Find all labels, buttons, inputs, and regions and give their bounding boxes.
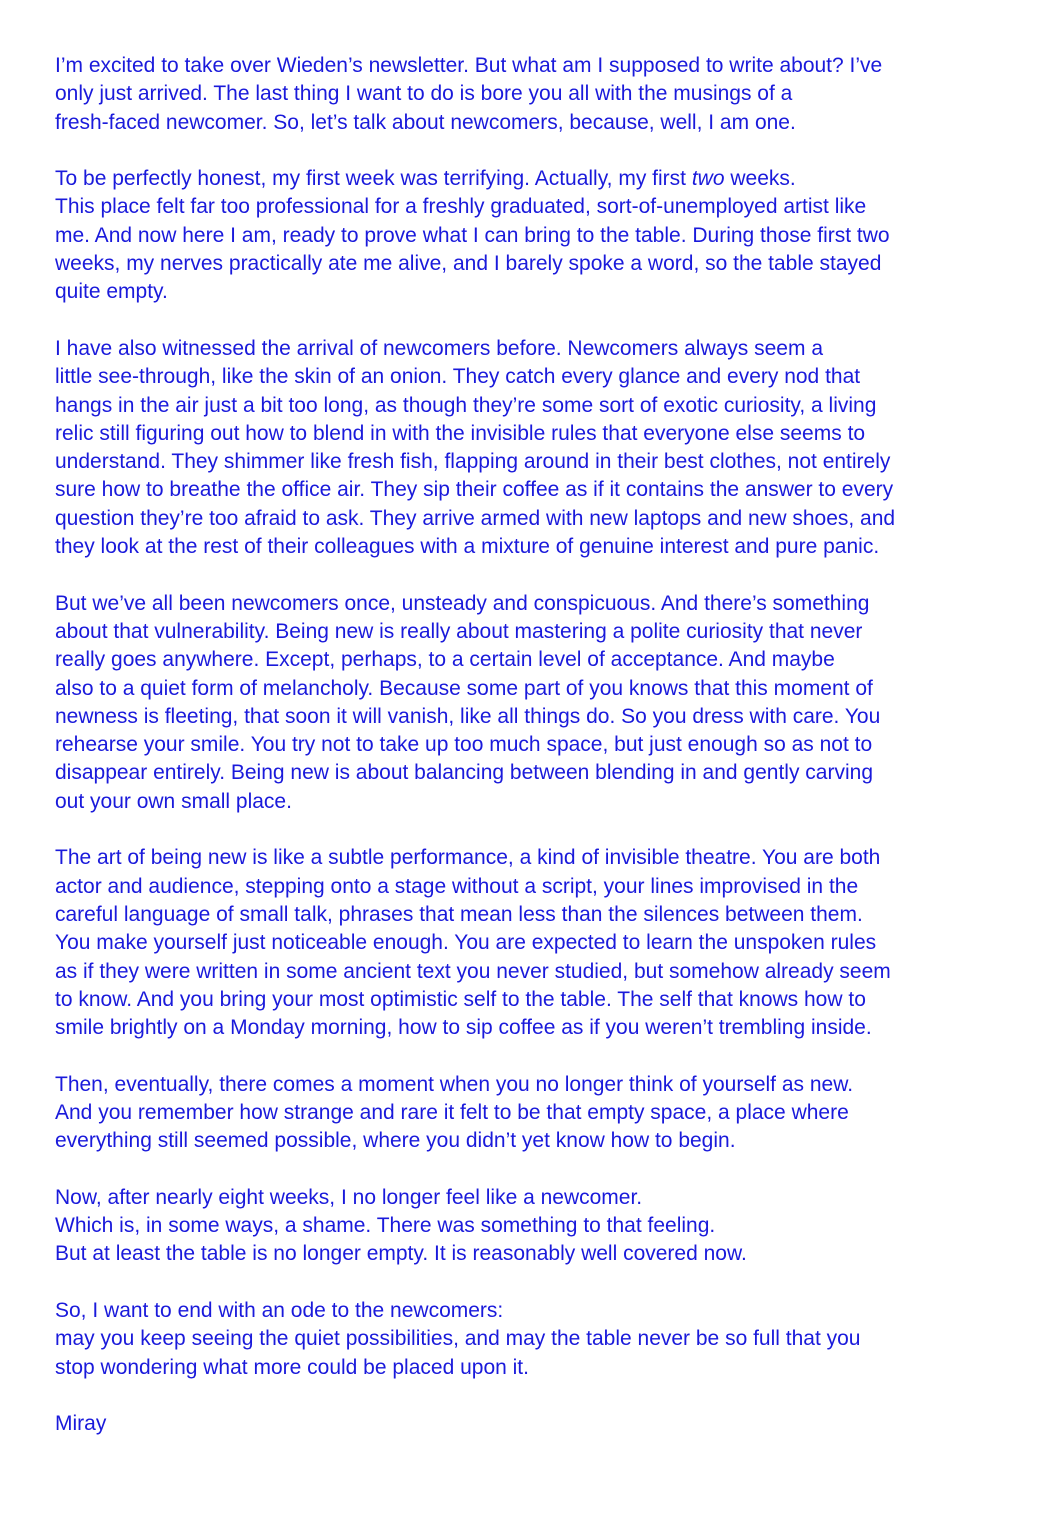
text-line: Now, after nearly eight weeks, I no longer feel like a newcomer. (55, 1185, 643, 1209)
text-line: This place felt far too professional for a freshly graduated, sort-of-unemployed artist like (55, 195, 867, 219)
paragraph-vulnerability (55, 590, 1015, 816)
text-line: Then, eventually, there comes a moment when you no longer think of yourself as new. (55, 1072, 854, 1096)
text-line: little see-through, like the skin of an onion. They catch every glance and every nod that (55, 365, 861, 389)
text-line: as if they were written in some ancient text you never studied, but somehow already seem (55, 959, 891, 983)
text-line: out your own small place. (55, 789, 292, 813)
text-line: understand. They shimmer like fresh fish, flapping around in their best clothes, not entirely (55, 450, 891, 474)
text-line: stop wondering what more could be placed upon it. (55, 1355, 529, 1379)
text-line: But at least the table is no longer empty. It is reasonably well covered now. (55, 1242, 747, 1266)
text-line: But we’ve all been newcomers once, unsteady and conspicuous. And there’s something (55, 591, 870, 615)
text-line: smile brightly on a Monday morning, how to sip coffee as if you weren’t trembling inside. (55, 1016, 872, 1040)
signature-name: Miray (55, 1412, 107, 1436)
text-line: So, I want to end with an ode to the newcomers: (55, 1299, 504, 1323)
text-line: about that vulnerability. Being new is really about mastering a polite curiosity that never (55, 619, 863, 643)
text-line: weeks, my nerves practically ate me alive, and I barely spoke a word, so the table stayed (55, 252, 882, 276)
text-line: careful language of small talk, phrases that mean less than the silences between them. (55, 902, 863, 926)
text-line: sure how to breathe the office air. They sip their coffee as if it contains the answer to every (55, 478, 894, 502)
text-run: To be perfectly honest, my first week was terrifying. Actually, my first (55, 167, 692, 191)
text-line: question they’re too afraid to ask. They arrive armed with new laptops and new shoes, and (55, 506, 896, 530)
paragraph-eight-weeks (55, 1184, 1015, 1269)
paragraph-ode (55, 1297, 1015, 1382)
text-line: disappear entirely. Being new is about balancing between blending in and gently carving (55, 761, 873, 785)
text-line: I have also witnessed the arrival of newcomers before. Newcomers always seem a (55, 336, 823, 360)
text-line: newness is fleeting, that soon it will vanish, like all things do. So you dress with care. You (55, 704, 881, 728)
text-line: also to a quiet form of melancholy. Because some part of you knows that this moment of (55, 676, 873, 700)
text-run: weeks. (724, 167, 796, 191)
text-line: actor and audience, stepping onto a stage without a script, your lines improvised in the (55, 874, 859, 898)
text-line: And you remember how strange and rare it felt to be that empty space, a place where (55, 1100, 849, 1124)
text-line: they look at the rest of their colleagues with a mixture of genuine interest and pure panic. (55, 535, 880, 559)
text-line: rehearse your smile. You try not to take up too much space, but just enough so as not to (55, 733, 873, 757)
text-line: may you keep seeing the quiet possibilities, and may the table never be so full that you (55, 1327, 861, 1351)
text-line: only just arrived. The last thing I want to do is bore you all with the musings of a (55, 82, 793, 106)
paragraph-witnessing-newcomers (55, 335, 1015, 561)
text-line: fresh-faced newcomer. So, let’s talk about newcomers, because, well, I am one. (55, 110, 796, 134)
text-line: everything still seemed possible, where you didn’t yet know how to begin. (55, 1129, 736, 1153)
paragraph-intro (55, 52, 1015, 137)
paragraph-performance (55, 844, 1015, 1042)
text-line: The art of being new is like a subtle performance, a kind of invisible theatre. You are both (55, 846, 881, 870)
emphasis-text: two (691, 167, 725, 191)
text-line: You make yourself just noticeable enough. You are expected to learn the unspoken rules (55, 931, 877, 955)
newsletter-letter (55, 52, 1015, 1467)
text-line: really goes anywhere. Except, perhaps, to a certain level of acceptance. And maybe (55, 648, 835, 672)
text-line: Which is, in some ways, a shame. There was something to that feeling. (55, 1214, 716, 1238)
paragraph-eventually (55, 1071, 1015, 1156)
text-line: I’m excited to take over Wieden’s newsletter. But what am I supposed to write about? I’ve (55, 54, 883, 77)
text-line: quite empty. (55, 280, 168, 304)
signature (55, 1410, 1015, 1438)
text-line: relic still figuring out how to blend in with the invisible rules that everyone else seems to (55, 421, 866, 445)
text-line: hangs in the air just a bit too long, as though they’re some sort of exotic curiosity, a living (55, 393, 877, 417)
paragraph-first-weeks (55, 165, 1015, 306)
text-line: me. And now here I am, ready to prove what I can bring to the table. During those first two (55, 223, 890, 247)
text-line (55, 165, 1015, 193)
text-line: to know. And you bring your most optimistic self to the table. The self that knows how to (55, 987, 866, 1011)
